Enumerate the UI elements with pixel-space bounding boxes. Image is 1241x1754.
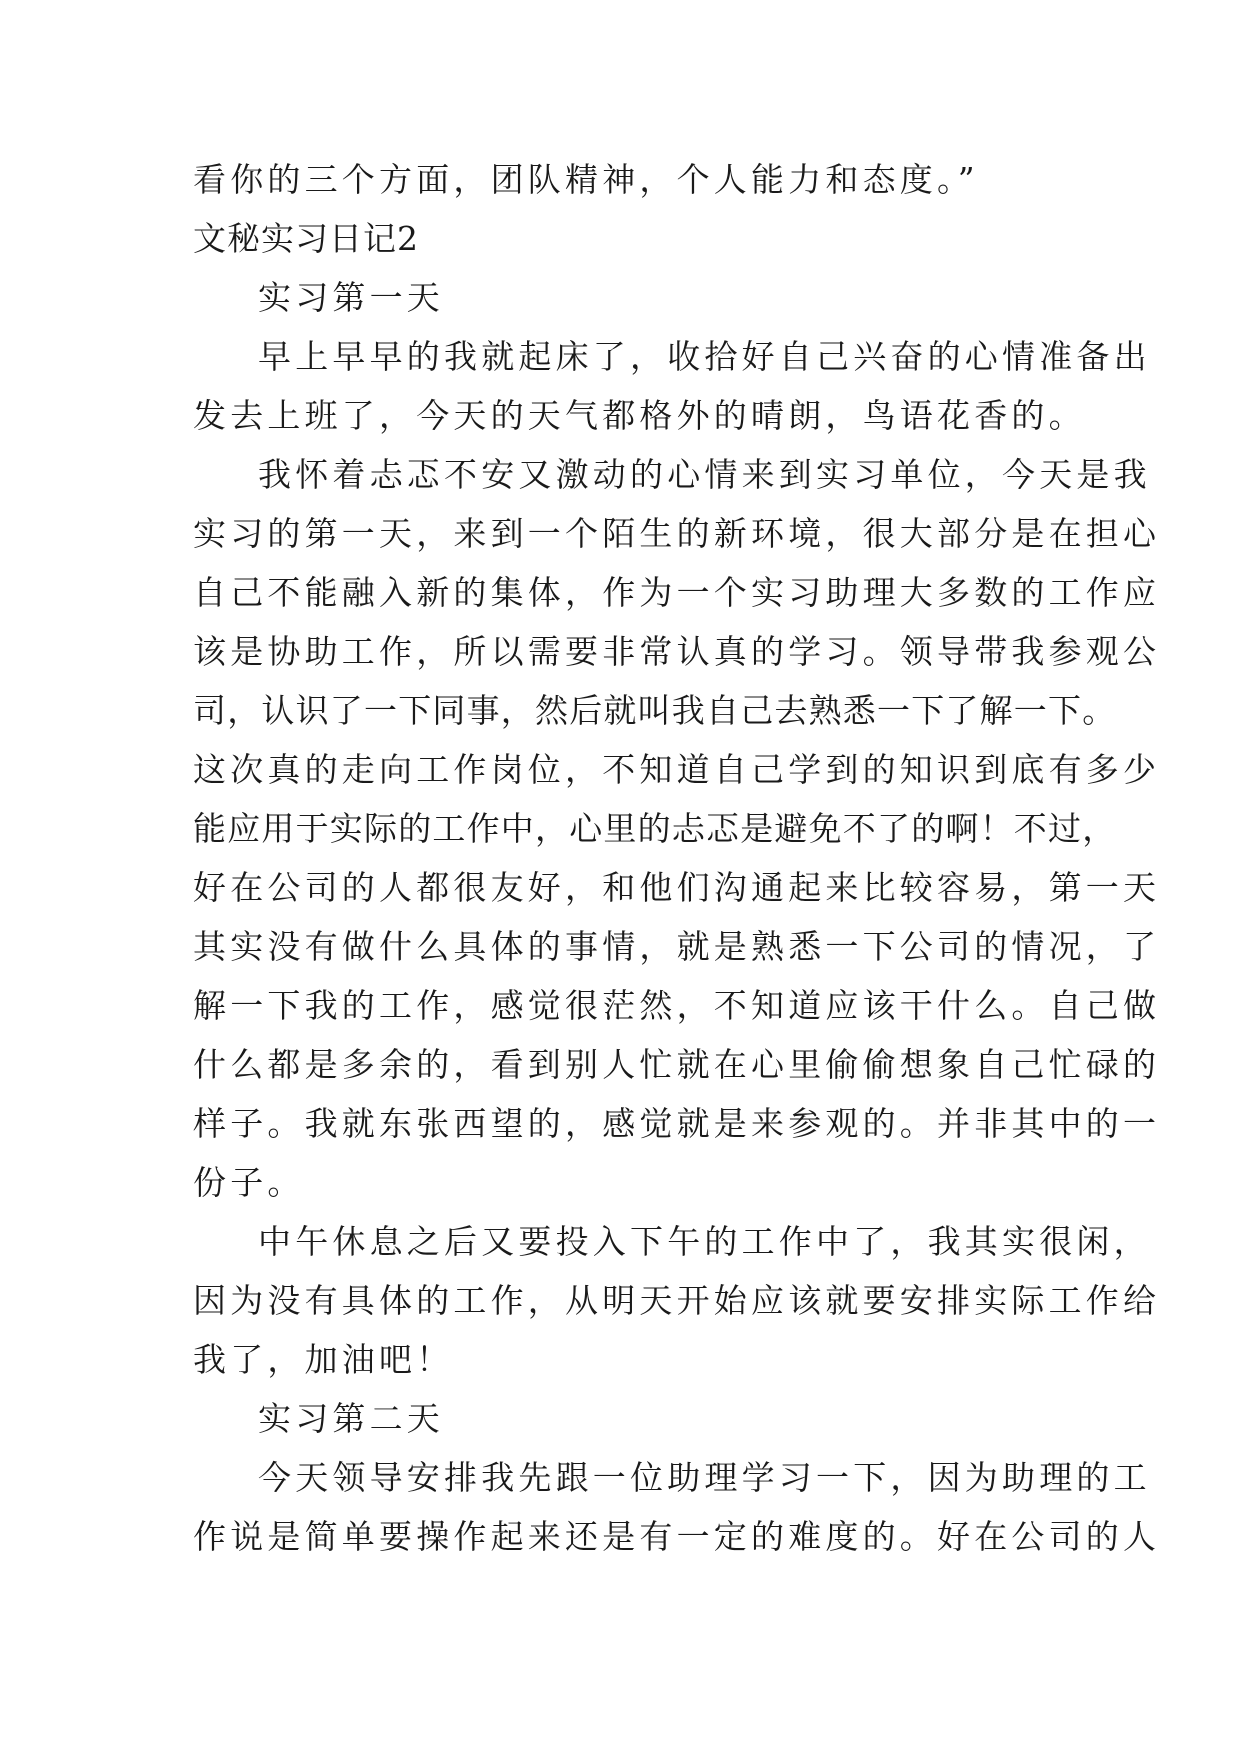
paragraph-line: 早上早早的我就起床了，收拾好自己兴奋的心情准备出 [258,337,1151,376]
paragraph-line: 份子。 [193,1163,305,1202]
paragraph-line: 这次真的走向工作岗位，不知道自己学到的知识到底有多少 [193,750,1161,789]
section-title: 文秘实习日记2 [193,219,419,258]
paragraph-line: 什么都是多余的，看到别人忙就在心里偷偷想象自己忙碌的 [193,1045,1161,1084]
paragraph-line: 实习的第一天，来到一个陌生的新环境，很大部分是在担心 [193,514,1161,553]
paragraph-line: 其实没有做什么具体的事情，就是熟悉一下公司的情况，了 [193,927,1161,966]
paragraph-line: 发去上班了，今天的天气都格外的晴朗，鸟语花香的。 [193,396,1086,435]
paragraph-line: 样子。我就东张西望的，感觉就是来参观的。并非其中的一 [193,1104,1161,1143]
paragraph-line: 因为没有具体的工作，从明天开始应该就要安排实际工作给 [193,1281,1161,1320]
paragraph-line: 该是协助工作，所以需要非常认真的学习。领导带我参观公 [193,632,1161,671]
paragraph-line: 我了，加油吧！ [193,1340,454,1379]
paragraph-line: 司，认识了一下同事，然后就叫我自己去熟悉一下了解一下。 [193,691,1117,730]
paragraph-line: 我怀着忐忑不安又激动的心情来到实习单位，今天是我 [258,455,1151,494]
paragraph-line: 能应用于实际的工作中，心里的忐忑是避免不了的啊！不过， [193,809,1117,848]
subheading: 实习第二天 [258,1399,444,1438]
paragraph-line: 作说是简单要操作起来还是有一定的难度的。好在公司的人 [193,1517,1161,1556]
subheading: 实习第一天 [258,278,444,317]
paragraph-line: 中午休息之后又要投入下午的工作中了，我其实很闲， [258,1222,1151,1261]
paragraph-line: 看你的三个方面，团队精神，个人能力和态度。” [193,160,979,199]
paragraph-line: 今天领导安排我先跟一位助理学习一下，因为助理的工 [258,1458,1151,1497]
paragraph-line: 好在公司的人都很友好，和他们沟通起来比较容易，第一天 [193,868,1161,907]
paragraph-line: 解一下我的工作，感觉很茫然，不知道应该干什么。自己做 [193,986,1161,1025]
paragraph-line: 自己不能融入新的集体，作为一个实习助理大多数的工作应 [193,573,1161,612]
